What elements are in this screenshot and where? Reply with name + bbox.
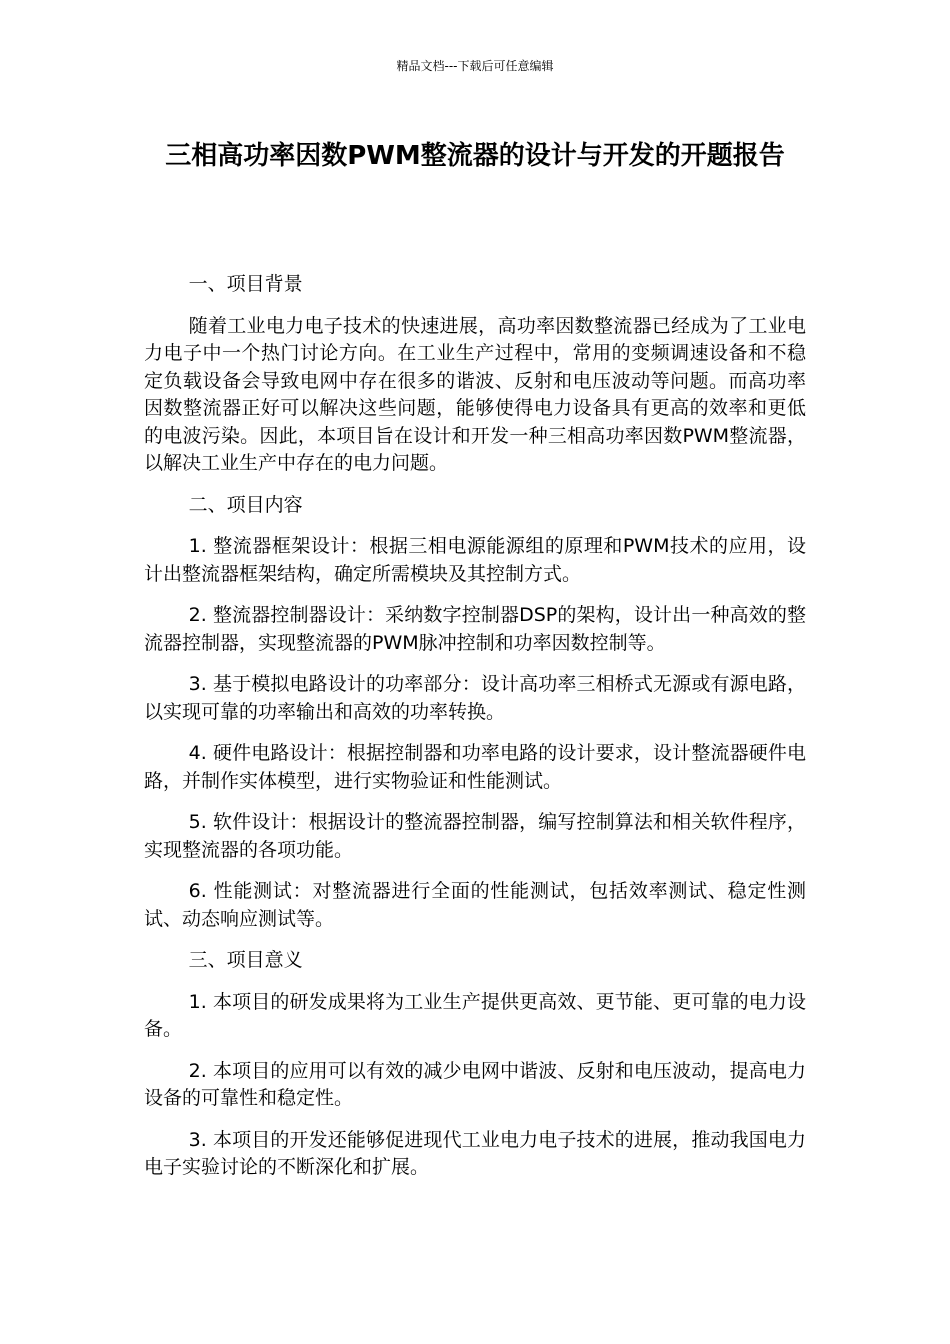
section-heading-content: 二、项目内容 (188, 493, 303, 516)
content-item-5: 5. 软件设计：根据设计的整流器控制器，编写控制算法和相关软件程序，实现整流器的各项功能。 (144, 811, 806, 861)
significance-item-3: 3. 本项目的开发还能够促进现代工业电力电子技术的进展，推动我国电力电子实验讨论的不断深化和扩展。 (144, 1128, 806, 1178)
content-item-4: 4. 硬件电路设计：根据控制器和功率电路的设计要求，设计整流器硬件电路，并制作实体模型，进行实物验证和性能测试。 (144, 742, 806, 792)
section-heading-significance: 三、项目意义 (188, 949, 303, 971)
document-body (144, 271, 806, 1196)
document-title: 三相高功率因数PWM整流器的设计与开发的开题报告 (165, 141, 785, 171)
header-note: 精品文档---下载后可任意编辑 (396, 59, 554, 73)
significance-item-1: 1. 本项目的研发成果将为工业生产提供更高效、更节能、更可靠的电力设备。 (144, 990, 806, 1040)
significance-item-2: 2. 本项目的应用可以有效的减少电网中谐波、反射和电压波动，提高电力设备的可靠性和稳定性。 (144, 1059, 806, 1109)
content-item-3: 3. 基于模拟电路设计的功率部分：设计高功率三相桥式无源或有源电路，以实现可靠的功率输出和高效的功率转换。 (144, 673, 806, 723)
content-item-1: 1. 整流器框架设计：根据三相电源能源组的原理和PWM技术的应用，设计出整流器框架结构，确定所需模块及其控制方式。 (144, 535, 806, 585)
section-heading-background: 一、项目背景 (188, 273, 303, 295)
paragraph-background: 随着工业电力电子技术的快速进展，高功率因数整流器已经成为了工业电力电子中一个热门讨论方向。在工业生产过程中，常用的变频调速设备和不稳定负载设备会导致电网中存在很多的谐波、反射和电压波动等问题。而高功率因数整流器正好可以解决这些问题，能够使得电力设备具有更高的效率和更低的电波污染。因此，本项目旨在设计和开发一种三相高功率因数PWM整流器，以解决工业生产中存在的电力问题。 (144, 314, 806, 474)
content-item-6: 6. 性能测试：对整流器进行全面的性能测试，包括效率测试、稳定性测试、动态响应测试等。 (144, 880, 806, 930)
content-item-2: 2. 整流器控制器设计：采纳数字控制器DSP的架构，设计出一种高效的整流器控制器，实现整流器的PWM脉冲控制和功率因数控制等。 (144, 604, 806, 654)
